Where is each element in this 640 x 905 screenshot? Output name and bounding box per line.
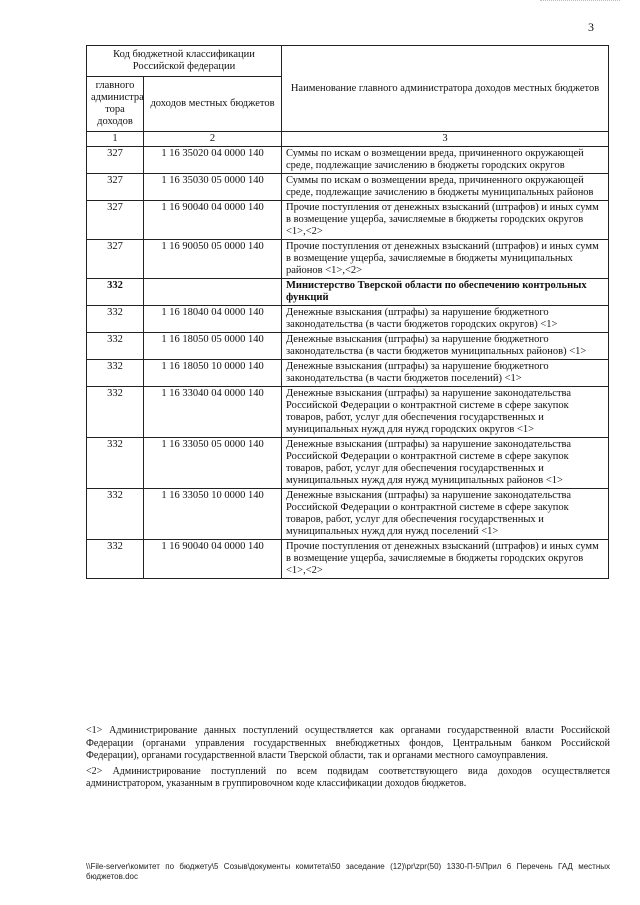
ministry-name-cell: Министерство Тверской области по обеспечению контрольных функций bbox=[282, 279, 609, 306]
income-code-cell: 1 16 18040 04 0000 140 bbox=[144, 306, 282, 333]
admin-code-cell: 332 bbox=[87, 306, 144, 333]
income-name-cell: Денежные взыскания (штрафы) за нарушение законодательства Российской Федерации о контрактной системе в сфере закупок товаров, работ, услуг для обеспечения государственных и муниципальных нужд для нужд городских округов <1> bbox=[282, 387, 609, 438]
header-income-code: доходов местных бюджетов bbox=[144, 77, 282, 132]
income-name-cell: Денежные взыскания (штрафы) за нарушение бюджетного законодательства (в части бюджетов поселений) <1> bbox=[282, 360, 609, 387]
admin-code-cell: 332 bbox=[87, 438, 144, 489]
admin-code-cell: 332 bbox=[87, 333, 144, 360]
income-name-cell: Денежные взыскания (штрафы) за нарушение законодательства Российской Федерации о контрактной системе в сфере закупок товаров, работ, услуг для обеспечения государственных и муниципальных нужд для нужд муниципальных районов <1> bbox=[282, 438, 609, 489]
table-row bbox=[87, 201, 609, 240]
table-row bbox=[87, 240, 609, 279]
income-name-cell: Прочие поступления от денежных взысканий (штрафов) и иных сумм в возмещение ущерба, зачисляемые в бюджеты городских округов <1>,<2> bbox=[282, 201, 609, 240]
table-row bbox=[87, 387, 609, 438]
table-row bbox=[87, 360, 609, 387]
admin-code-cell: 327 bbox=[87, 174, 144, 201]
header-admin-code: главного администра тора доходов bbox=[87, 77, 144, 132]
income-code-cell: 1 16 35030 05 0000 140 bbox=[144, 174, 282, 201]
table-row bbox=[87, 540, 609, 579]
table-row bbox=[87, 306, 609, 333]
income-code-cell: 1 16 18050 05 0000 140 bbox=[144, 333, 282, 360]
page-number: 3 bbox=[588, 20, 594, 34]
table-row bbox=[87, 489, 609, 540]
footnote-2: <2> Администрирование поступлений по всем подвидам соответствующего вида доходов осуществляется администратором, указанным в группировочном коде классификации доходов бюджетов. bbox=[86, 765, 610, 789]
income-name-cell: Суммы по искам о возмещении вреда, причиненного окружающей среде, подлежащие зачислению в бюджеты муниципальных районов bbox=[282, 174, 609, 201]
scan-top-mark bbox=[540, 0, 620, 4]
admin-code-cell: 332 bbox=[87, 489, 144, 540]
table-row bbox=[87, 333, 609, 360]
footnotes bbox=[86, 725, 610, 794]
header-kbk-group: Код бюджетной классификации Российской федерации bbox=[87, 46, 282, 77]
admin-code-cell: 327 bbox=[87, 201, 144, 240]
income-code-cell: 1 16 90040 04 0000 140 bbox=[144, 540, 282, 579]
column-number-1: 1 bbox=[87, 132, 144, 147]
admin-code-cell: 327 bbox=[87, 147, 144, 174]
admin-code-cell: 332 bbox=[87, 540, 144, 579]
income-name-cell: Денежные взыскания (штрафы) за нарушение бюджетного законодательства (в части бюджетов городских округов) <1> bbox=[282, 306, 609, 333]
admin-code-cell: 332 bbox=[87, 279, 144, 306]
income-name-cell: Прочие поступления от денежных взысканий (штрафов) и иных сумм в возмещение ущерба, зачисляемые в бюджеты муниципальных районов <1>,<2> bbox=[282, 240, 609, 279]
income-name-cell: Денежные взыскания (штрафы) за нарушение законодательства Российской Федерации о контрактной системе в сфере закупок товаров, работ, услуг для обеспечения государственных и муниципальных нужд для нужд поселений <1> bbox=[282, 489, 609, 540]
table-row bbox=[87, 147, 609, 174]
income-name-cell: Денежные взыскания (штрафы) за нарушение бюджетного законодательства (в части бюджетов муниципальных районов) <1> bbox=[282, 333, 609, 360]
income-name-cell: Суммы по искам о возмещении вреда, причиненного окружающей среде, подлежащие зачислению в бюджеты городских округов bbox=[282, 147, 609, 174]
income-code-cell: 1 16 33050 10 0000 140 bbox=[144, 489, 282, 540]
admin-code-cell: 327 bbox=[87, 240, 144, 279]
table-row bbox=[87, 438, 609, 489]
column-number-row bbox=[87, 132, 609, 147]
income-code-cell: 1 16 33040 04 0000 140 bbox=[144, 387, 282, 438]
ministry-row bbox=[87, 279, 609, 306]
income-code-cell bbox=[144, 279, 282, 306]
income-code-cell: 1 16 18050 10 0000 140 bbox=[144, 360, 282, 387]
income-code-cell: 1 16 33050 05 0000 140 bbox=[144, 438, 282, 489]
budget-classification-table bbox=[86, 45, 609, 579]
admin-code-cell: 332 bbox=[87, 387, 144, 438]
income-code-cell: 1 16 90040 04 0000 140 bbox=[144, 201, 282, 240]
income-code-cell: 1 16 90050 05 0000 140 bbox=[144, 240, 282, 279]
column-number-2: 2 bbox=[144, 132, 282, 147]
admin-code-cell: 332 bbox=[87, 360, 144, 387]
income-name-cell: Прочие поступления от денежных взысканий (штрафов) и иных сумм в возмещение ущерба, зачисляемые в бюджеты городских округов <1>,<2> bbox=[282, 540, 609, 579]
income-code-cell: 1 16 35020 04 0000 140 bbox=[144, 147, 282, 174]
footnote-1: <1> Администрирование данных поступлений осуществляется как органами государственной власти Российской Федерации (органами управления государственных внебюджетных фондов, Центральным банком Российской Федерации), органами государственной власти Тверской области, так и органами местного самоуправления. bbox=[86, 725, 610, 761]
header-admin-name: Наименование главного администратора доходов местных бюджетов bbox=[282, 46, 609, 132]
document-file-path: \\File-server\комитет по бюджету\5 Созыв\документы комитета\50 заседание (12)\pr\zpr(50) 1330-П-5\Прил 6 Перечень ГАД местных бюджетов.doc bbox=[86, 862, 610, 881]
table-header-row bbox=[87, 46, 609, 77]
table-row bbox=[87, 174, 609, 201]
column-number-3: 3 bbox=[282, 132, 609, 147]
